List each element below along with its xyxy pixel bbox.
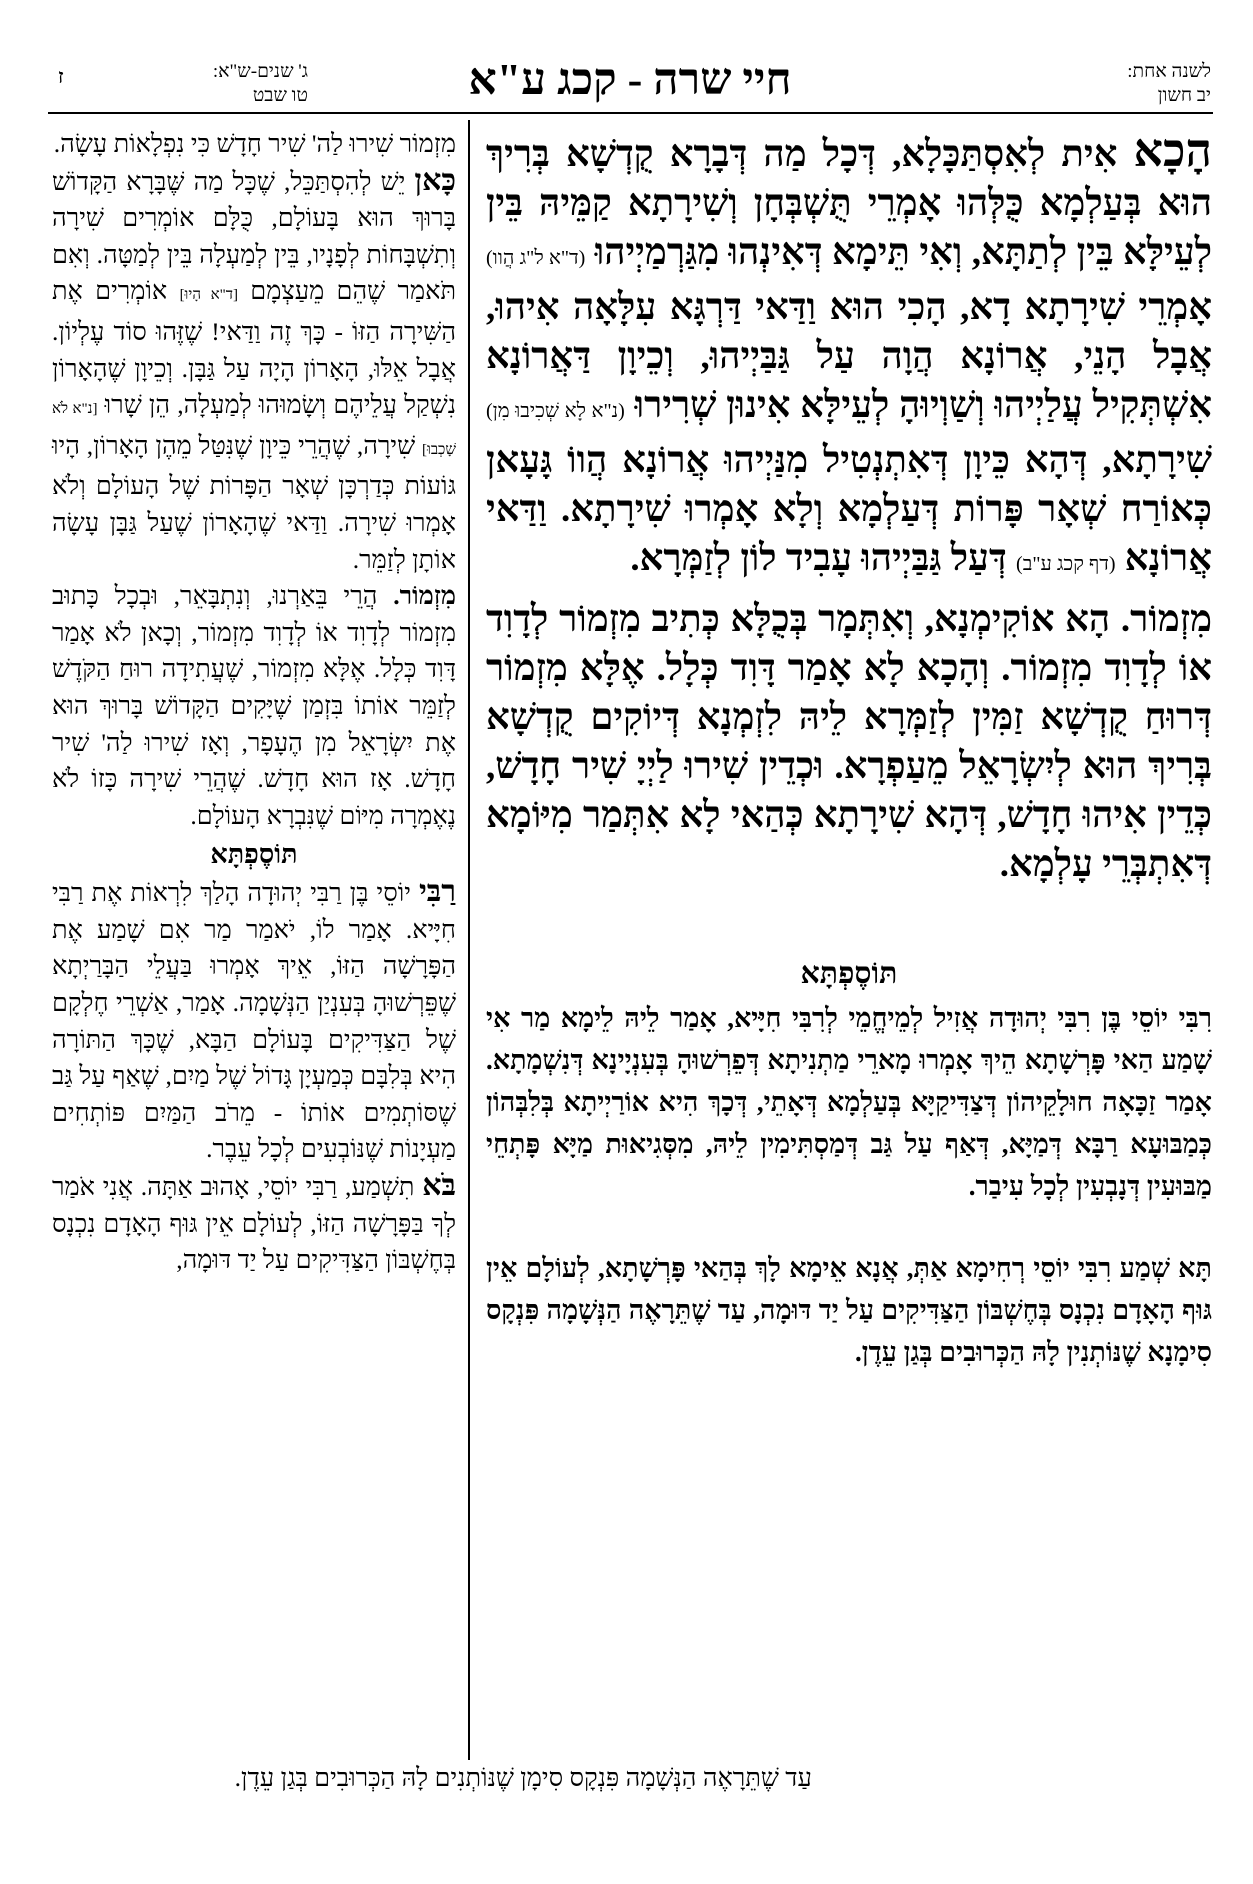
tosefta-heading: תּוֹסֶפְתָּא: [800, 957, 898, 990]
main-text-segment: שִׁירָתָא, דְּהָא כֵּיוָן דְּאִתְנְטִיל מִנַּיְיהוּ אֲרוֹנָא הֲווֹ גָּעָאן כְּאוֹרַח שְׁאָר פָּרוֹת דְּעַלְמָא וְלָא אָמְרוּ שִׁירָתָא. וַדַּאי אֲרוֹנָא: [486, 440, 1212, 579]
main-paragraph-1: [486, 126, 1212, 589]
header-date: יב חשון: [1157, 85, 1211, 106]
tosefta-paragraph-2: תָּא שְׁמַע רִבִּי יוֹסֵי רְחִימָא אַתְּ, אֲנָא אֵימָא לָךְ בְּהַאי פָּרְשָׁתָא, לְעוֹלָם אֵין גּוּף הָאָדָם נִכְנָס בְּחֶשְׁבּוֹן הַצַּדִּיקִים עַל יַד דּוּמָה, עַד שֶׁתֵּרָאֶה הַנְּשָׁמָה פִּנְקָס סִימָנָא שֶׁנּוֹתְנִין לָהּ הַכְּרוּבִים בְּגַן עֵדֶן.: [486, 1253, 1212, 1367]
translation-segment: יֵשׁ לְהִסְתַּכֵּל, שֶׁכָּל מַה שֶּׁבָּרָא הַקָּדוֹשׁ בָּרוּךְ הוּא בָּעוֹלָם, כֻּלָּם אוֹמְרִים שִׁירָה וְתִשְׁבָּחוֹת לְפָנָיו, בֵּין לְמַעְלָה בֵּין לְמַטָּה. וְאִם תֹּאמַר שֶׁהֵם מֵעַצְמָם: [52, 166, 456, 306]
translation-segment: שִׁירָה, שֶׁהֲרֵי כֵּיוָן שֶׁנִּטַּל מֵהֶן הָאָרוֹן, הָיוּ גּוֹעוֹת כְּדַרְכָּן שְׁאָר הַפָּרוֹת שֶׁל הָעוֹלָם וְלֹא אָמְרוּ שִׁירָה. וַדַּאי שֶׁהָאָרוֹן שֶׁעַל גַּבָּן עָשָׂה אוֹתָן לְזַמֵּר.: [52, 430, 456, 574]
translation-segment: אוֹמְרִים אֶת הַשִּׁירָה הַזּוֹ - כָּךְ זֶה וַדַּאי! שֶׁזֶּהוּ סוֹד עֶלְיוֹן. אֲבָל אֵלּוּ, הָאָרוֹן הָיָה עַל גַּבָּן. וְכֵיוָן שֶׁהָאָרוֹן נִשְׁקַל עֲלֵיהֶם וְשָׂמוּהוּ לְמַעְלָה, הֵן שָׁרוּ: [52, 276, 456, 420]
tosefta-heading-translation: תּוֹסֶפְתָּא: [210, 839, 298, 870]
translation-segment: תִשְׁמַע, רַבִּי יוֹסֵי, אָהוּב אַתָּה. אֲנִי אֹמַר לְךָ בַּפָּרָשָׁה הַזּוֹ, לְעוֹלָם אֵין גּוּף הָאָדָם נִכְנָס בְּחֶשְׁבּוֹן הַצַּדִּיקִים עַל יַד דּוּמָה,: [52, 1172, 456, 1275]
variant-note: (ד"א ל"ג הֲוו): [486, 247, 586, 269]
header-right: [1011, 60, 1211, 128]
folio-reference: (דף קכג ע"ב): [1016, 553, 1116, 575]
header-divider: [48, 112, 1213, 114]
main-paragraph-2: מִזְמוֹר. הָא אוֹקִימְנָא, וְאִתְּמָר בְּכֻלָּא כְּתִיב מִזְמוֹר לְדָוִד אוֹ לְדָוִד מִזְמוֹר. וְהָכָא לָא אָמַר דָּוִד כְּלָל. אֶלָּא מִזְמוֹר דְּרוּחַ קֻדְשָׁא זַמִּין לְזַמְּרָא לֵיהּ לִזְמְנָא דְּיוֹקִים קֻדְשָׁא בְּרִיךְ הוּא לְיִשְׂרָאֵל מֵעַפְרָא. וּכְדֵין שִׁירוּ לַיְיָ שִׁיר חָדָשׁ, כְּדֵין אִיהוּ חָדָשׁ, דְּהָא שִׁירָתָא כְּהַאי לָא אִתְּמַר מִיּוֹמָא דְּאִתְבְּרֵי עָלְמָא.: [486, 599, 1212, 885]
translation-paragraph-1: [52, 163, 456, 579]
header-left: [68, 60, 308, 128]
main-text-column: [486, 126, 1212, 1373]
opening-word: הָכָא: [1133, 125, 1212, 176]
variant-note: [ד"א הָיוּ]: [179, 287, 238, 304]
main-text-segment: דְּעַל גַּבַּיְיהוּ עָבִיד לוֹן לְזַמְּרָא.: [630, 538, 1017, 579]
page-number: ז: [58, 66, 64, 88]
header-year-cycle: לשנה אחת:: [1127, 61, 1211, 82]
header-cycle: ג' שנים-ש"א:: [212, 61, 308, 82]
translation-paragraph-3: [52, 874, 456, 1168]
translation-segment: הֲרֵי בֵּאַרְנוּ, וְנִתְבָּאֵר, וּבְכָל כָּתוּב מִזְמוֹר לְדָוִד אוֹ לְדָוִד מִזְמוֹר, וְכָאן לֹא אָמַר דָּוִד כְּלָל. אֶלָּא מִזְמוֹר, שֶׁעֲתִידָה רוּחַ הַקֹּדֶשׁ לְזַמֵּר אוֹתוֹ בִּזְמַן שֶׁיָּקִים הַקָּדוֹשׁ בָּרוּךְ הוּא אֶת יִשְׂרָאֵל מִן הֶעָפָר, וְאָז שִׁירוּ לַה' שִׁיר חָדָשׁ. אָז הוּא חָדָשׁ. שֶׁהֲרֵי שִׁירָה כָּזוֹ לֹא נֶאֶמְרָה מִיּוֹם שֶׁנִּבְרָא הָעוֹלָם.: [52, 581, 456, 830]
translation-paragraph-4: [52, 1168, 456, 1279]
main-text-segment: אִית לְאִסְתַּכָּלָא, דְּכָל מַה דְּבָרָא קֻדְשָׁא בְּרִיךְ הוּא בְּעַלְמָא כֻּלְּהוּ אָמְרֵי תֻּשְׁבְּחָן וְשִׁירָתָא קַמֵּיהּ בֵּין לְעֵילָּא בֵּין לְתַתָּא, וְאִי תֵּימָא דְּאִינְהוּ מִגַּרְמַיְיהוּ: [486, 134, 1212, 273]
variant-note: [נ"א לֹא שָׁכְבוּ]: [52, 401, 456, 458]
opening-word: רַבִּי: [418, 875, 456, 909]
tosefta-paragraph-1: רִבִּי יוֹסֵי בֶּן רִבִּי יְהוּדָה אֲזִיל לְמֵיחֱמֵי לְרִבִּי חִיָּיא, אָמַר לֵיהּ לֵימָא מַר אִי שָׁמַע הַאי פָּרְשָׁתָא הֵיךְ אָמְרוּ מָארֵי מַתְנִיתָא דְּפֵרְשׁוּהָ בְּעִנְיָינָא דְּנִשְׁמָתָא. אָמַר זַכָּאָה חוּלָקֵיהוֹן דְּצַדִּיקַיָּא בְּעַלְמָא דְּאָתֵי, דְּכָךְ הִיא אוֹרַיְיתָא בְּלִבְּהוֹן כְּמַבּוּעָא רַבָּא דְּמַיָּא, דְּאַף עַל גַּב דְּמַסְתִּימִין לֵיהּ, מִסְּגִיאוּת מַיָּא פָּתְחֵי מַבּוּעִין דְּנָבְעִין לְכָל עִיבַר.: [486, 1003, 1212, 1201]
opening-word: כָּאן: [414, 163, 456, 197]
variant-note: (נ"א לָא שְׁכִיבוּ מִן): [486, 400, 625, 422]
main-text-segment: אָמְרֵי שִׁירָתָא דָא, הָכִי הוּא וַדַּאי דַּרְגָּא עִלָּאָה אִיהוּ, אֲבָל הָנֵי, אֲרוֹנָא הֲוָה עַל גַּבַּיְיהוּ, וְכֵיוָן דַּאֲרוֹנָא אִשְׁתְּקִיל עֲלַיְיהוּ וְשַׁוְיוּהָ לְעֵילָּא אִינוּן שְׁרִירוּ: [486, 287, 1212, 426]
translation-column: [52, 126, 456, 1279]
opening-word: בֹּא: [422, 1169, 456, 1203]
header-date-left: טו שבט: [252, 85, 308, 106]
page-title: חיי שרה - קכג ע"א: [468, 55, 792, 104]
opening-word: מִזְמוֹר.: [393, 581, 456, 611]
translation-continuation: עַד שֶׁתֵּרָאֶה הַנְּשָׁמָה פִּנְקָס סִימָן שֶׁנּוֹתְנִים לָהּ הַכְּרוּבִים בְּגַן עֵדֶן.: [234, 1763, 812, 1792]
translation-paragraph-2: [52, 578, 456, 834]
verse-quote: מִזְמוֹר שִׁירוּ לַה' שִׁיר חָדָשׁ כִּי נִפְלָאוֹת עָשָׂה.: [53, 129, 456, 158]
translation-segment: יוֹסֵי בֶּן רַבִּי יְהוּדָה הָלַךְ לִרְאוֹת אֶת רַבִּי חִיָּיא. אָמַר לוֹ, יֹאמַר מַר אִם שָׁמַע אֶת הַפָּרָשָׁה הַזּוֹ, אֵיךְ אָמְרוּ בַּעֲלֵי הַבָּרַיְתָא שֶׁפֵּרְשׁוּהָ בְּעִנְיַן הַנְּשָׁמָה. אָמַר, אַשְׁרֵי חֶלְקָם שֶׁל הַצַּדִּיקִים בָּעוֹלָם הַבָּא, שֶׁכָּךְ הַתּוֹרָה הִיא בְּלִבָּם כְּמַעְיָן גָּדוֹל שֶׁל מַיִם, שֶׁאַף עַל גַּב שֶׁסּוֹתְמִים אוֹתוֹ - מֵרֹב הַמַּיִם פּוֹתְחִים מַעְיָנוֹת שֶׁנּוֹבְעִים לְכָל עֵבֶר.: [52, 878, 456, 1164]
column-divider: [468, 120, 470, 1760]
